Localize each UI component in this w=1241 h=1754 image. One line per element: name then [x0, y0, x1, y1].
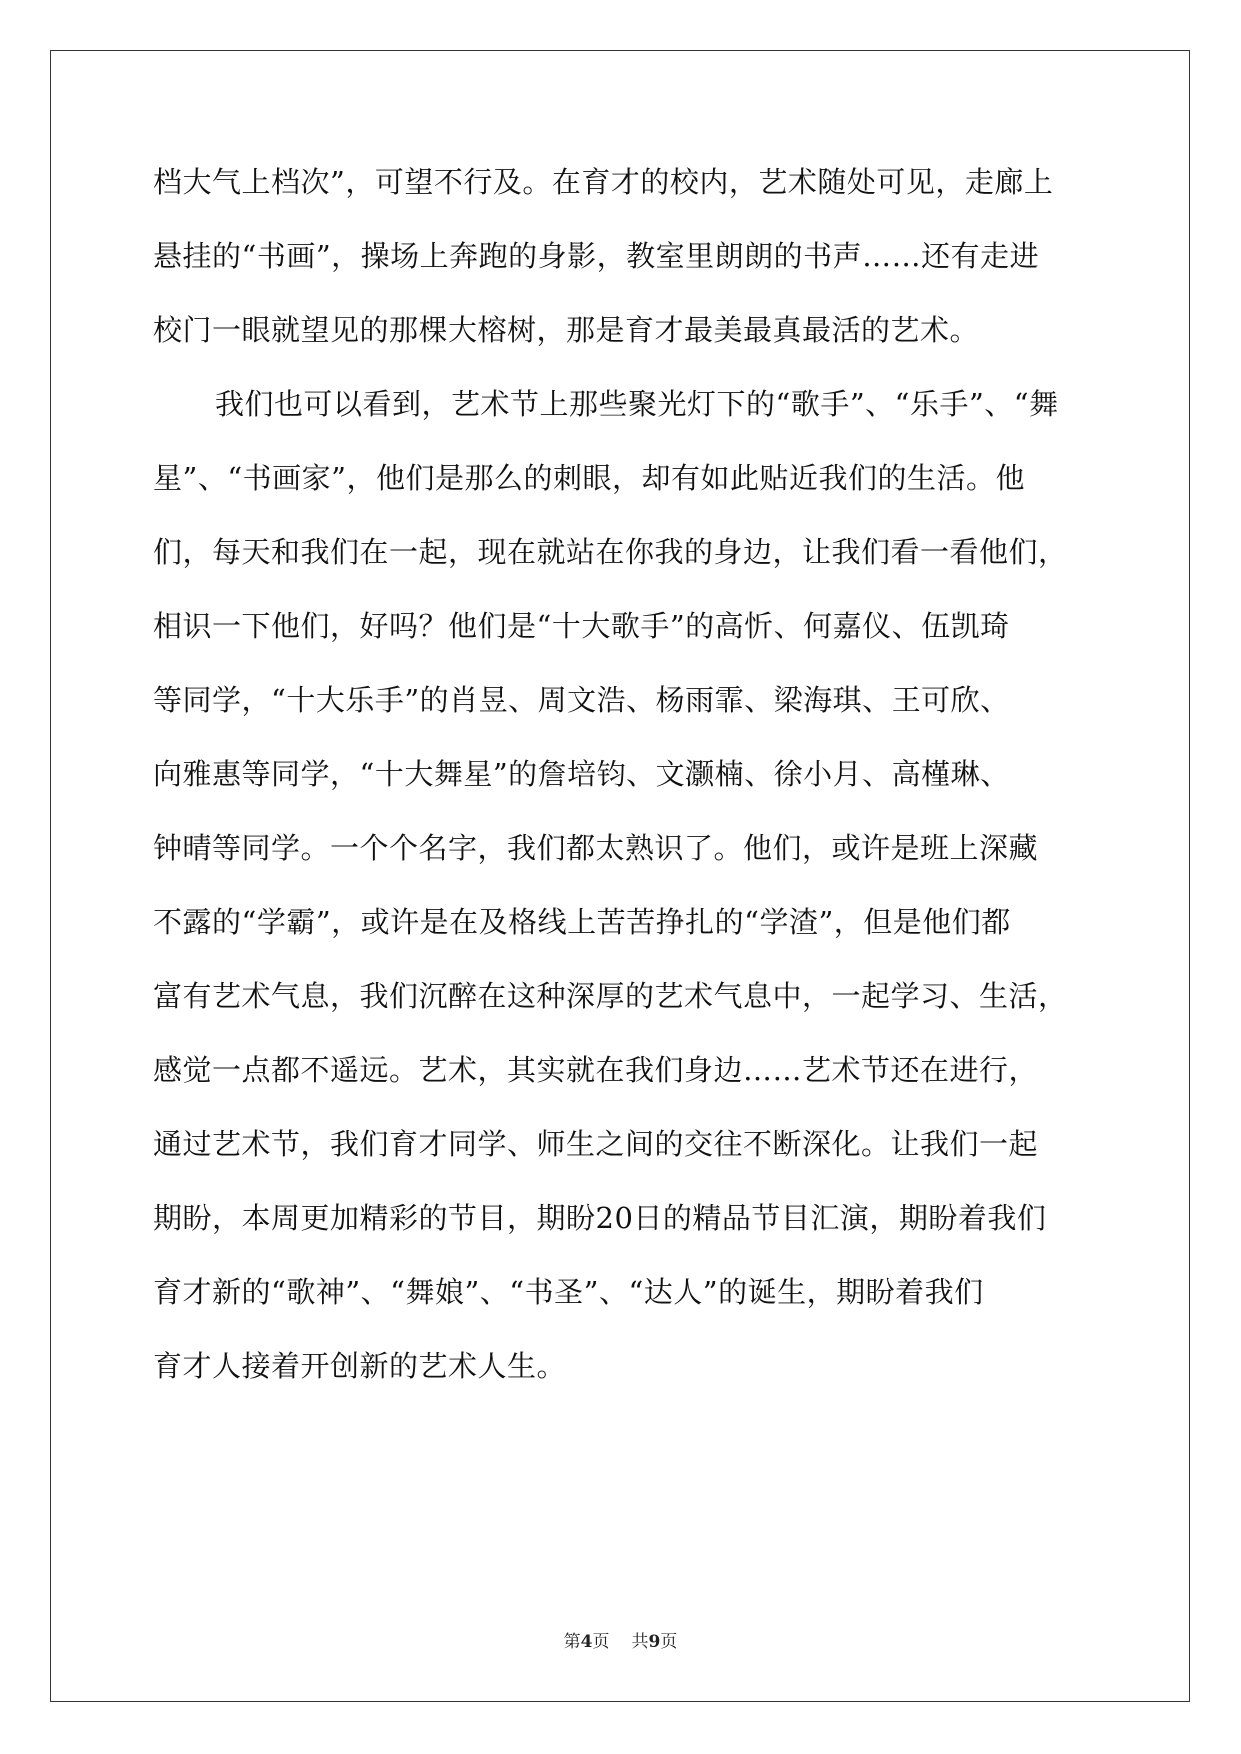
text-line: 不露的“学霸”，或许是在及格线上苦苦挣扎的“学渣”，但是他们都 [153, 905, 1011, 939]
page-border [50, 50, 1190, 1702]
text-line: 通过艺术节，我们育才同学、师生之间的交往不断深化。让我们一起 [153, 1127, 1039, 1161]
total-pages-number: 9 [648, 1632, 661, 1652]
text-line: 感觉一点都不遥远。艺术，其实就在我们身边……艺术节还在进行， [153, 1053, 1039, 1087]
text-line: 相识一下他们，好吗？他们是“十大歌手”的高忻、何嘉仪、伍凯琦 [153, 609, 1010, 643]
text-line: 富有艺术气息，我们沉醉在这种深厚的艺术气息中，一起学习、生活， [153, 979, 1068, 1013]
text-line: 育才人接着开创新的艺术人生。 [153, 1349, 567, 1383]
text-line: 钟晴等同学。一个个名字，我们都太熟识了。他们，或许是班上深藏 [153, 831, 1039, 865]
text-line: 校门一眼就望见的那棵大榕树，那是育才最美最真最活的艺术。 [153, 313, 980, 347]
text-line: 育才新的“歌神”、“舞娘”、“书圣”、“达人”的诞生，期盼着我们 [153, 1275, 984, 1309]
text-line: 向雅惠等同学，“十大舞星”的詹培钧、文灏楠、徐小月、高槿琳、 [153, 757, 1010, 791]
text-line: 期盼，本周更加精彩的节目，期盼20日的精品节目汇演，期盼着我们 [153, 1201, 1047, 1235]
page-footer [0, 1630, 1241, 1654]
text-line: 我们也可以看到，艺术节上那些聚光灯下的“歌手”、“乐手”、“舞 [215, 387, 1059, 421]
page-prefix: 第 [563, 1632, 581, 1652]
text-line: 们，每天和我们在一起，现在就站在你我的身边，让我们看一看他们， [153, 535, 1068, 569]
page-unit: 页 [592, 1632, 610, 1652]
current-page-number: 4 [580, 1632, 593, 1652]
text-line: 等同学，“十大乐手”的肖昱、周文浩、杨雨霏、梁海琪、王可欣、 [153, 683, 1010, 717]
text-line: 星”、“书画家”，他们是那么的刺眼，却有如此贴近我们的生活。他 [153, 461, 1025, 495]
total-unit: 页 [660, 1632, 678, 1652]
text-line: 档大气上档次”，可望不行及。在育才的校内，艺术随处可见，走廊上 [153, 165, 1054, 199]
total-prefix: 共 [631, 1632, 649, 1652]
text-line: 悬挂的“书画”，操场上奔跑的身影，教室里朗朗的书声……还有走进 [153, 239, 1040, 273]
